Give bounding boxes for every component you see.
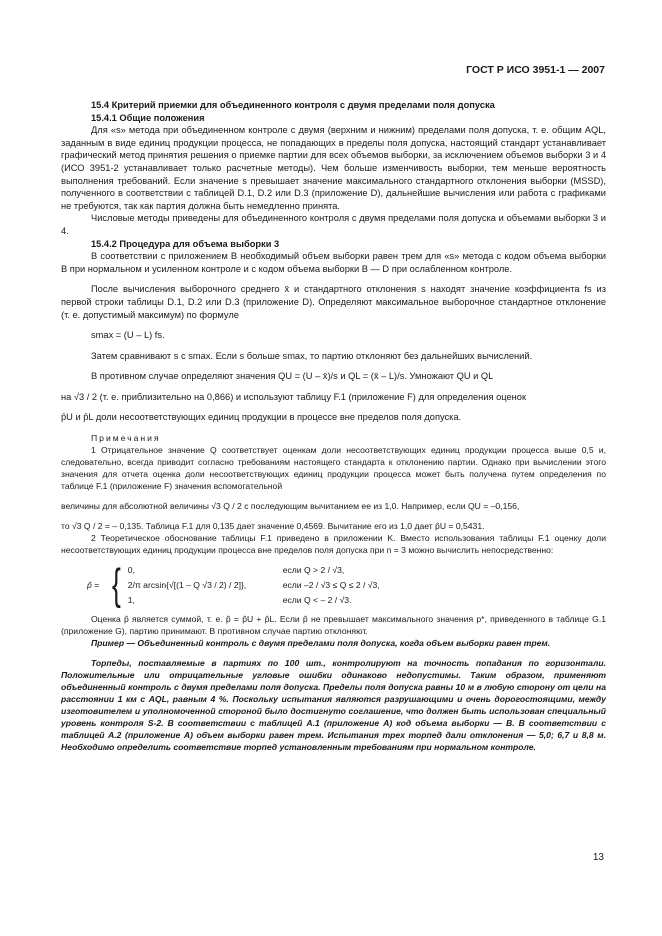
note-2: 2 Теоретическое обоснование таблицы F.1 приведено в приложении K. Вместо использования таблицы F.1 оценку доли несоответствующих единиц продукции процесса вне пределов поля допуска при n = 3 можно вычислить непосредственно: [61,533,606,556]
section-heading-15-4: 15.4 Критерий приемки для объединенного контроля с двумя пределами поля допуска [91,100,495,110]
page-number: 13 [592,852,604,863]
note-1-example: то √3 Q / 2 = – 0,135. Таблица F.1 для 0,135 дает значение 0,4569. Вычитание его из 1,0 дает p̂U = 0,5431. [61,521,485,532]
example-title: Пример — Объединенный контроль с двумя пределами поля допуска, когда объем выборки равен трем. [91,638,551,649]
paragraph-general: Для «s» метода при объединенном контроле с двумя (верхним и нижним) пределами поля допуска, т. е. общим AQL, заданным в виде единиц продукции процесса, не попадающих в пределы поля допуска, настоящий стандарт устанавливает графический метод принятия решения о приемке партии для всех объемов выборки, за исключением объемов выборки 3 и 4 (ИСО 3951-2 устанавливает только расчетные методы). Чем больше изменчивость выборки, тем меньше вероятность выполнения требований. Если значение s превышает значение максимального стандартного отклонения выборки (MSSD), полученного в соответствии с таблицей D.1, D.2 или D.3 (приложение D), дальнейшие вычисления или работа с графиками не требуются, так как партия должна быть немедленно принята. [61,125,606,211]
paragraph-numeric-methods: Числовые методы приведены для объединенного контроля с двумя пределами поля допуска и объемами выборки 3 и 4. [61,213,606,236]
case-row: 1, если Q < – 2 / √3. [127,594,352,605]
paragraph-compare: Затем сравнивают s с smax. Если s больше smax, то партию отклоняют без дальнейших вычислений. [91,350,533,361]
paragraph-sum-estimate: Оценка p̂ является суммой, т. е. p̂ = p̂U + p̂L. Если p̂ не превышает максимального значения p*, приведенного в таблице G.1 (приложение G), партию принимают. В противном случае партию отклоняют. [61,614,606,637]
document-body [61,99,606,753]
section-heading-15-4-2: 15.4.2 Процедура для объема выборки 3 [91,238,280,249]
case-row: 2/π arcsin{√[(1 – Q √3 / 2) / 2]}, если –2 / √3 ≤ Q ≤ 2 / √3, [127,579,380,590]
notes-title: Примечания [91,433,161,444]
standard-header: ГОСТ Р ИСО 3951-1 — 2007 [466,64,605,76]
paragraph-q-values: В противном случае определяют значения QU = (U – x̄)/s и QL = (x̄ – L)/s. Умножают QU и QL [91,371,494,382]
piecewise-formula [87,559,606,609]
formula-lhs: p̂ = [87,579,100,590]
paragraph-sample-size: В соответствии с приложением В необходимый объем выборки равен трем для «s» метода с кодом объема выборки В при нормальном и усиленном контроле и с кодом объема выборки В — D при ослабленном контроле. [61,251,606,274]
section-heading-15-4-1: 15.4.1 Общие положения [91,112,205,123]
brace-symbol: { [111,559,121,609]
case-row: 0, если Q > 2 / √3, [127,564,345,575]
example-body: Торпеды, поставляемые в партиях по 100 шт., контролируют на точность попадания по горизонтали. Положительные или отрицательные угловые ошибки одинаково недопустимы. Таким образом, применяют объединенный контроль с двумя пределами поля допуска. Пределы поля допуска равны 10 м в любую сторону от цели на расстоянии 1 км с AQL, равным 4 %. Поскольку испытания являются разрушающими и очень дорогостоящими, между изготовителем и уполномоченной стороной было достигнуто соглашение, что должен быть использован специальный уровень контроля S-2. В соответствии с таблицей А.1 (приложение А) код объема выборки — В. В соответствии с таблицей А.2 (приложение А) объем выборки равен трем. Испытания трех торпед дали отклонения — 5,0; 6,7 и 8,8 м. Необходимо определить соответствие торпед установленным требованиям при нормальном контроле. [61,658,606,753]
paragraph-estimates: p̂U и p̂L доли несоответствующих единиц продукции в процессе вне пределов поля допуска. [61,412,462,423]
paragraph-multiply: на √3 / 2 (т. е. приблизительно на 0,866) и используют таблицу F.1 (приложение F) для определения оценок [61,391,527,402]
formula-smax: smax = (U – L) fs. [91,330,165,341]
paragraph-coefficient: После вычисления выборочного среднего x̄ и стандартного отклонения s находят значение коэффициента fs из первой строки таблицы D.1, D.2 или D.3 (приложение D). Определяют максимальное выборочное стандартное отклонение (т. е. допустимый максимум) по формуле [61,284,606,320]
note-1-continued: величины для абсолютной величины √3 Q / 2 с последующим вычитанием ее из 1,0. Например, если QU = –0,156, [61,501,520,512]
note-1: 1 Отрицательное значение Q соответствует оценкам доли несоответствующих единиц продукции процесса выше 0,5 и, следовательно, всегда приводит согласно требованиям настоящего стандарта к отклонению партии. Однако при вычислении этого значения для отчета оценка доли несоответствующих единиц продукции процесса может быть получена путем определения по таблице F.1 (приложение F) значения вспомогательной [61,445,606,492]
